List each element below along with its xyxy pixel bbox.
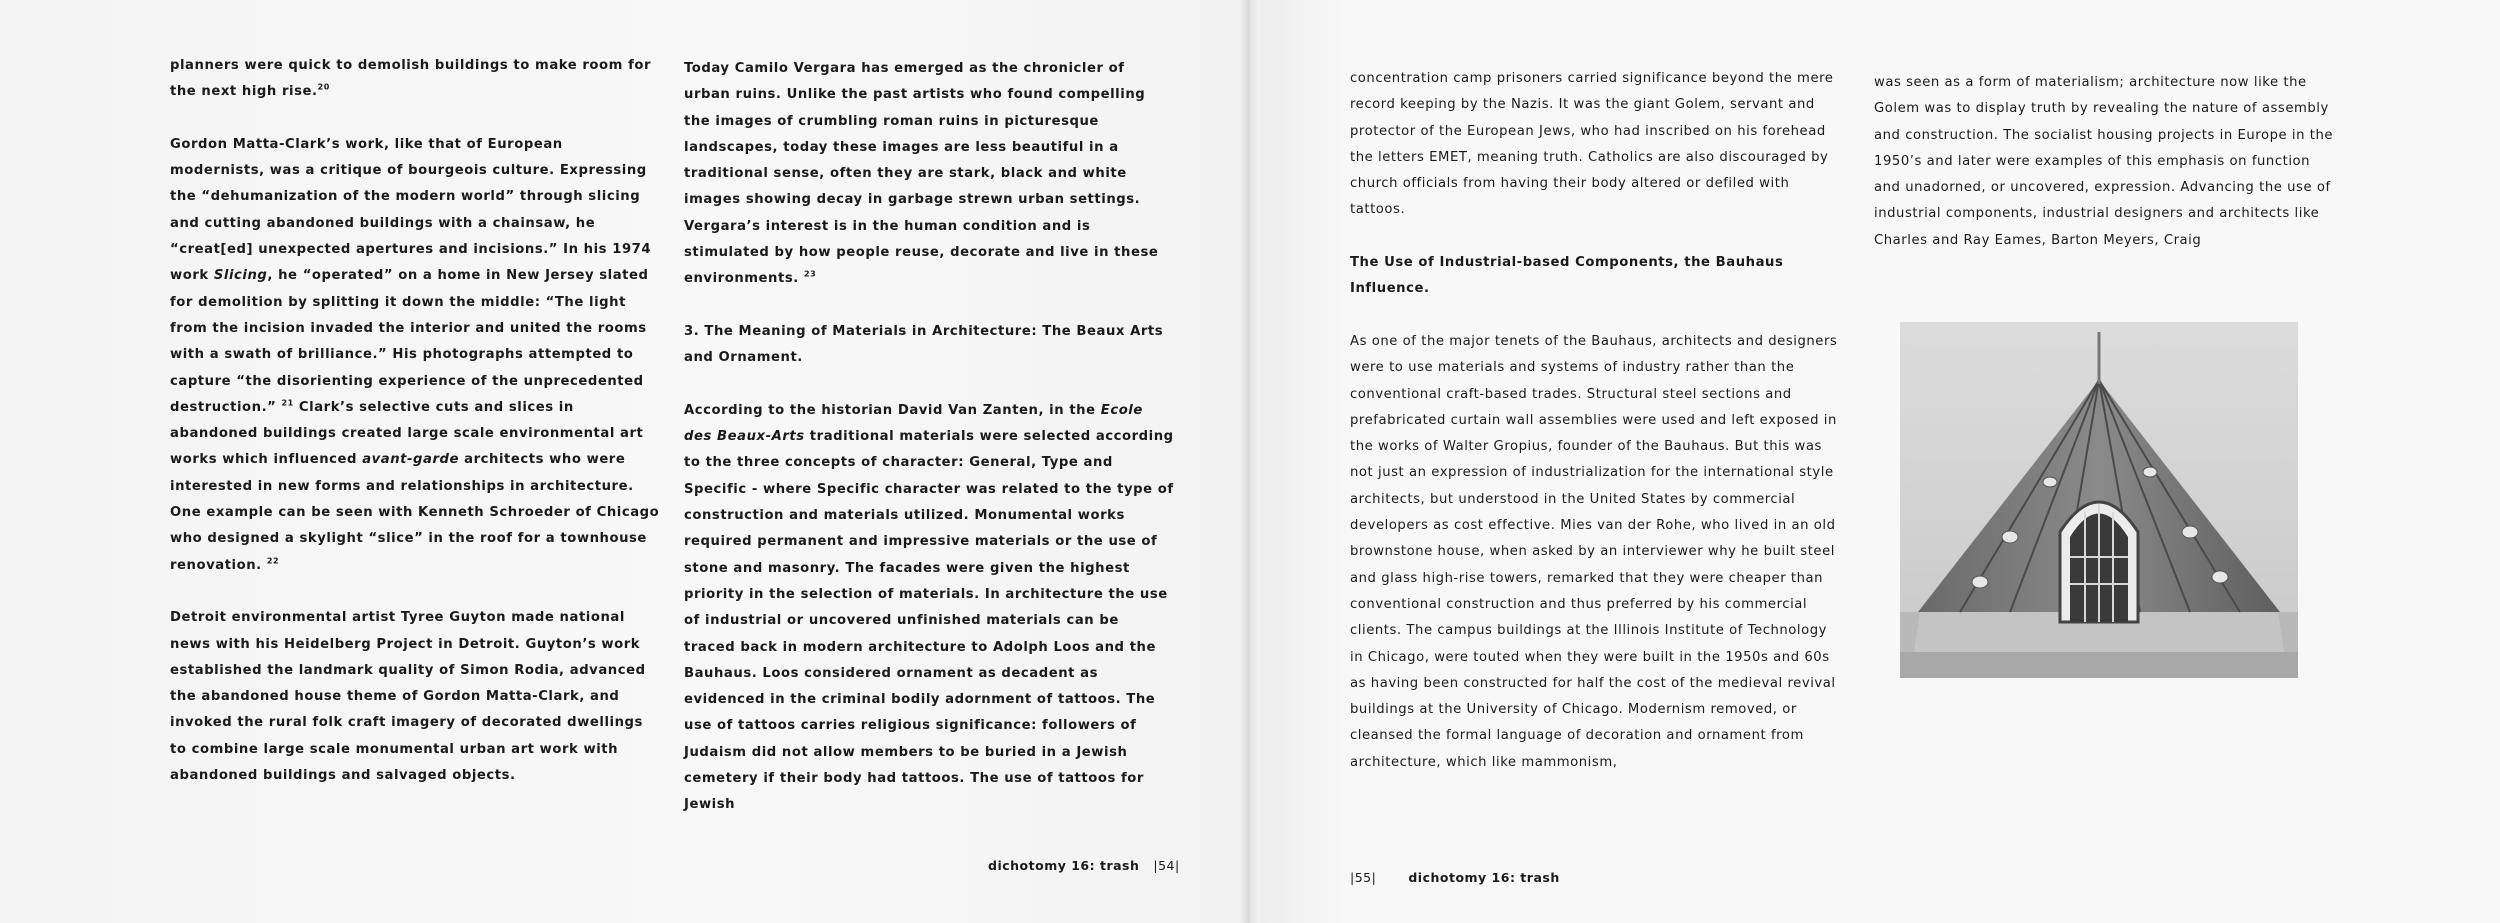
paragraph-text: planners were quick to demolish buildings to make room for the next high rise.: [170, 58, 652, 100]
paragraph: concentration camp prisoners carried significance beyond the mere record keeping by the Nazis. It was the giant Golem, servant and protector of the European Jews, who had inscribed on his forehead the letters EMET, meaning truth. Catholics are also discouraged by church officials from having their body altered or defiled with tattoos.: [1350, 71, 1834, 218]
paragraph-text: traditional materials were selected according to the three concepts of character: General, Type and Specific - where Specific character was related to the type of construction and materials utilized. Monumental works required permanent and impressive materials or the use of stone and masonry. The facades were given the highest priority in the selection of materials. In architecture the use of industrial or uncovered unfinished materials can be traced back in modern architecture to Adolph Loos and the Bauhaus. Loos considered ornament as decadent as evidenced in the criminal bodily adornment of tattoos. The use of tattoos carries religious significance: followers of Judaism did not allow members to be buried in a Jewish cemetery if their body had tattoos. The use of tattoos for Jewish: [684, 429, 1174, 813]
paragraph-text: architects who were interested in new forms and relationships in architecture. One example can be seen with Kenneth Schroeder of Chicago who designed a skylight “slice” in the roof for a townhouse renovation.: [170, 452, 660, 573]
section-heading: 3. The Meaning of Materials in Architecture: The Beaux Arts and Ornament.: [684, 323, 1164, 366]
paragraph: [684, 398, 1174, 819]
footnote-ref: 22: [266, 556, 280, 566]
left-page-column-1: [170, 53, 660, 816]
page-footer-right: [1350, 870, 1560, 885]
right-page-column-1: [1350, 66, 1840, 802]
paragraph-text: According to the historian David Van Zanten, in the: [684, 402, 1101, 418]
paragraph: Detroit environmental artist Tyree Guyton made national news with his Heidelberg Project in Detroit. Guyton’s work established the landmark quality of Simon Rodia, advanced the abandoned house theme of Gordon Matta-Clark, and invoked the rural folk craft imagery of decorated dwellings to combine large scale monumental urban art work with abandoned buildings and salvaged objects.: [170, 610, 646, 784]
paragraph-text: , he “operated” on a home in New Jersey slated for demolition by splitting it down the middle: “The light from the incision invaded the interior and united the rooms with a swath of brilliance.” His photographs attempted to capture “the disorienting experience of the unprecedented destruction.”: [170, 268, 649, 415]
paragraph-text: Clark’s selective cuts and slices in abandoned buildings created large scale environmental art works which influenced: [170, 399, 644, 468]
paragraph: [684, 56, 1174, 293]
footnote-ref: 20: [317, 82, 330, 92]
footnote-ref: 23: [803, 269, 817, 279]
paragraph: was seen as a form of materialism; architecture now like the Golem was to display truth by revealing the nature of assembly and construction. The socialist housing projects in Europe in the 1950’s and later were examples of this emphasis on function and unadorned, or uncovered, expression. Advancing the use of industrial components, industrial designers and architects like Charles and Ray Eames, Barton Meyers, Craig: [1874, 75, 2334, 248]
footnote-ref: 21: [281, 398, 294, 408]
section-heading: The Use of Industrial-based Components, the Bauhaus Influence.: [1350, 255, 1784, 297]
left-page-column-2: [684, 56, 1174, 845]
conical-building-photo: [1900, 322, 2298, 678]
publication-title: dichotomy 16: trash: [988, 858, 1140, 873]
paragraph: [170, 132, 660, 579]
paragraph: As one of the major tenets of the Bauhaus, architects and designers were to use materials and systems of industry rather than the conventional craft-based trades. Structural steel sections and prefabricated curtain wall assemblies were used and left exposed in the works of Walter Gropius, founder of the Bauhaus. But this was not just an expression of industrialization for the international style architects, but understood in the United States by commercial developers as cost effective. Mies van der Rohe, who lived in an old brownstone house, when asked by an interviewer why he built steel and glass high-rise towers, remarked that they were cheaper than conventional construction and thus preferred by his commercial clients. The campus buildings at the Illinois Institute of Technology in Chicago, were touted when they were built in the 1950s and 60s as having been constructed for half the cost of the medieval revival buildings at the University of Chicago. Modernism removed, or cleansed the formal language of decoration and ornament from architecture, which like mammonism,: [1350, 333, 1838, 770]
italic-term: Ecole des Beaux-Arts: [684, 402, 1143, 445]
artwork-title: Slicing: [213, 268, 268, 284]
paragraph-text: Gordon Matta-Clark’s work, like that of European modernists, was a critique of bourgeois culture. Expressing the “dehumanization of the modern world” through slicing and cutting abandoned buildings with a chainsaw, he “creat[ed] unexpected apertures and incisions.” In his 1974 work: [170, 136, 652, 284]
page-footer-left: [988, 858, 1180, 873]
book-gutter: [1240, 0, 1260, 923]
paragraph-text: Today Camilo Vergara has emerged as the chronicler of urban ruins. Unlike the past artists who found compelling the images of crumbling roman ruins in picturesque landscapes, today these images are less beautiful in a traditional sense, often they are stark, black and white images showing decay in garbage strewn urban settings. Vergara’s interest is in the human condition and is stimulated by how people reuse, decorate and live in these environments.: [684, 61, 1159, 287]
page-number: |54|: [1153, 858, 1180, 873]
page-number: |55|: [1350, 870, 1377, 885]
publication-title: dichotomy 16: trash: [1408, 870, 1560, 885]
right-page-column-2: [1874, 70, 2334, 280]
paragraph: [170, 53, 660, 106]
conical-building-illustration: [1900, 322, 2298, 678]
italic-term: avant-garde: [362, 452, 460, 468]
